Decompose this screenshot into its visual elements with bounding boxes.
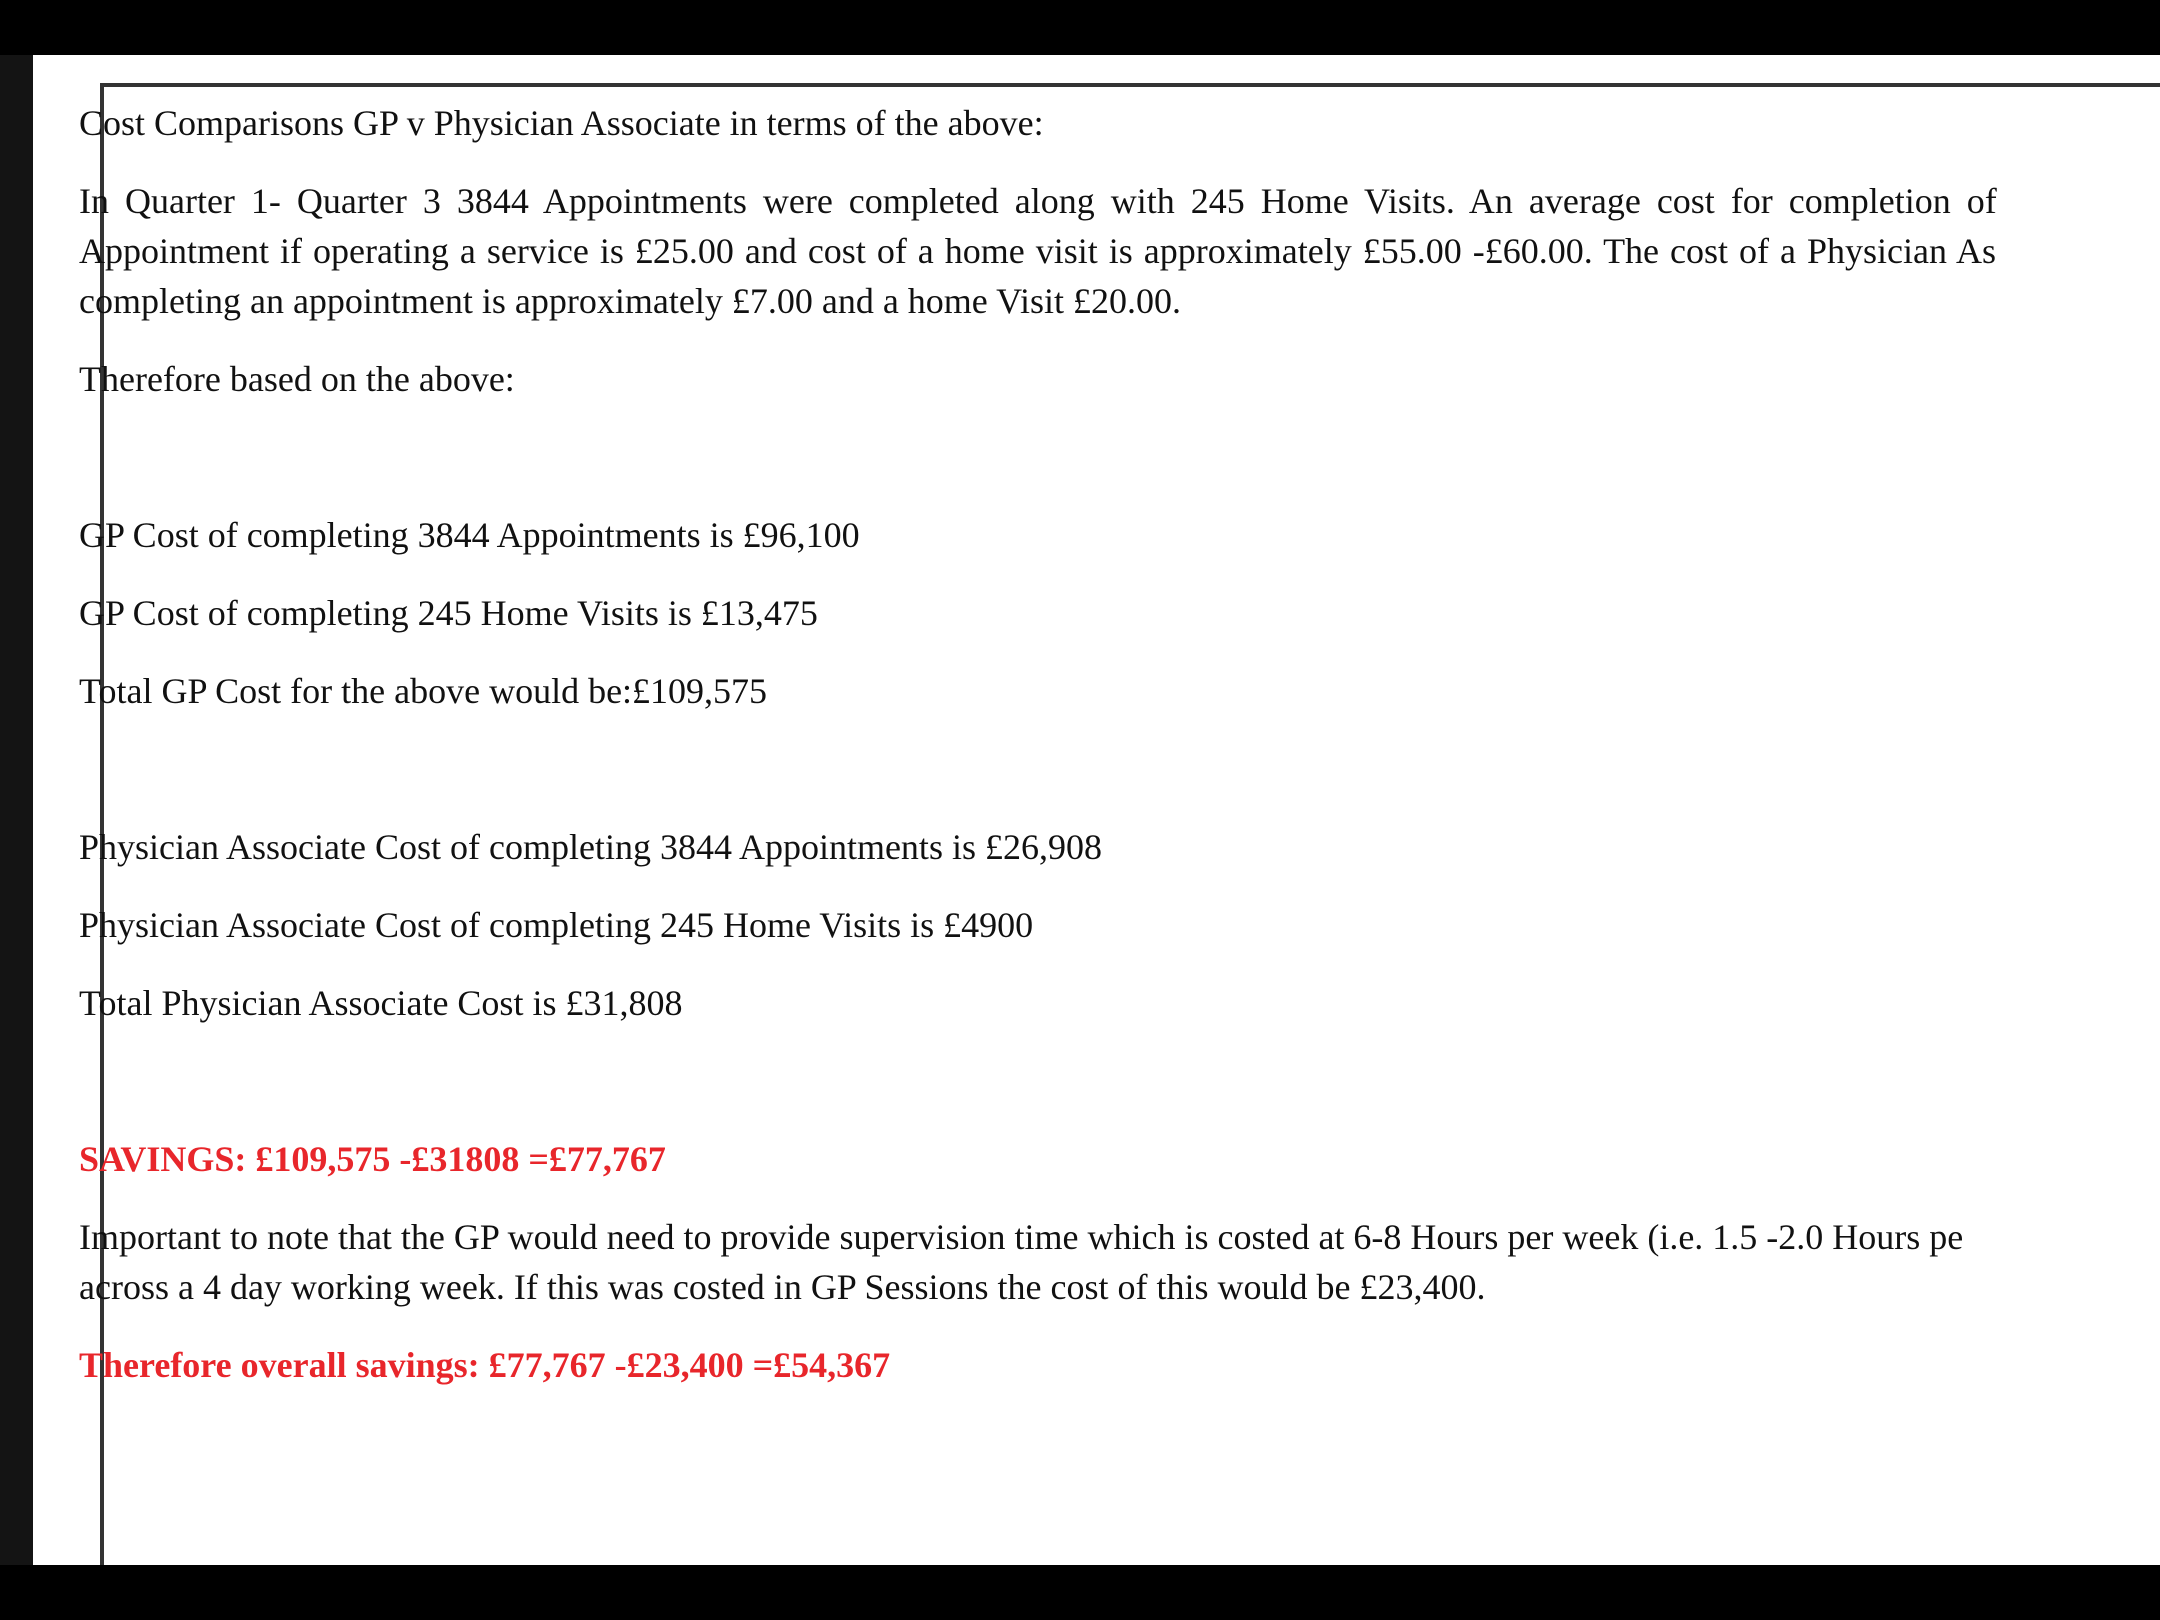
- gp-home-visits-cost: GP Cost of completing 245 Home Visits is £13,475: [79, 593, 818, 633]
- spacer: [79, 432, 2160, 510]
- intro-paragraph: [79, 176, 2160, 326]
- gp-total-cost: Total GP Cost for the above would be:£109,575: [79, 671, 768, 711]
- section-heading: Cost Comparisons GP v Physician Associate in terms of the above:: [79, 103, 1044, 143]
- spacer: [79, 1056, 2160, 1134]
- gp-appointments-cost: GP Cost of completing 3844 Appointments is £96,100: [79, 515, 860, 555]
- supervision-note: [79, 1212, 2160, 1312]
- intro-line: In Quarter 1- Quarter 3 3844 Appointments were completed along with 245 Home Visits. An average cost for completion of: [79, 181, 1997, 221]
- therefore-line: Therefore based on the above:: [79, 359, 515, 399]
- note-line: Important to note that the GP would need to provide supervision time which is costed at 6-8 Hours per week (i.e. 1.5 -2.0 Hours pe: [79, 1217, 1964, 1257]
- pa-appointments-cost: Physician Associate Cost of completing 3844 Appointments is £26,908: [79, 827, 1102, 867]
- pa-total-cost: Total Physician Associate Cost is £31,808: [79, 983, 683, 1023]
- pa-home-visits-cost: Physician Associate Cost of completing 245 Home Visits is £4900: [79, 905, 1034, 945]
- spacer: [79, 744, 2160, 822]
- left-edge-bar: [0, 55, 33, 1565]
- savings-line: SAVINGS: £109,575 -£31808 =£77,767: [79, 1139, 666, 1179]
- intro-line: Appointment if operating a service is £25.00 and cost of a home visit is approximately £55.00 -£60.00. The cost of a Physician As: [79, 231, 1997, 271]
- intro-line: completing an appointment is approximately £7.00 and a home Visit £20.00.: [79, 281, 1181, 321]
- document-text: [79, 98, 2160, 1418]
- note-line: across a 4 day working week. If this was costed in GP Sessions the cost of this would be £23,400.: [79, 1267, 1486, 1307]
- overall-savings-line: Therefore overall savings: £77,767 -£23,400 =£54,367: [79, 1345, 891, 1385]
